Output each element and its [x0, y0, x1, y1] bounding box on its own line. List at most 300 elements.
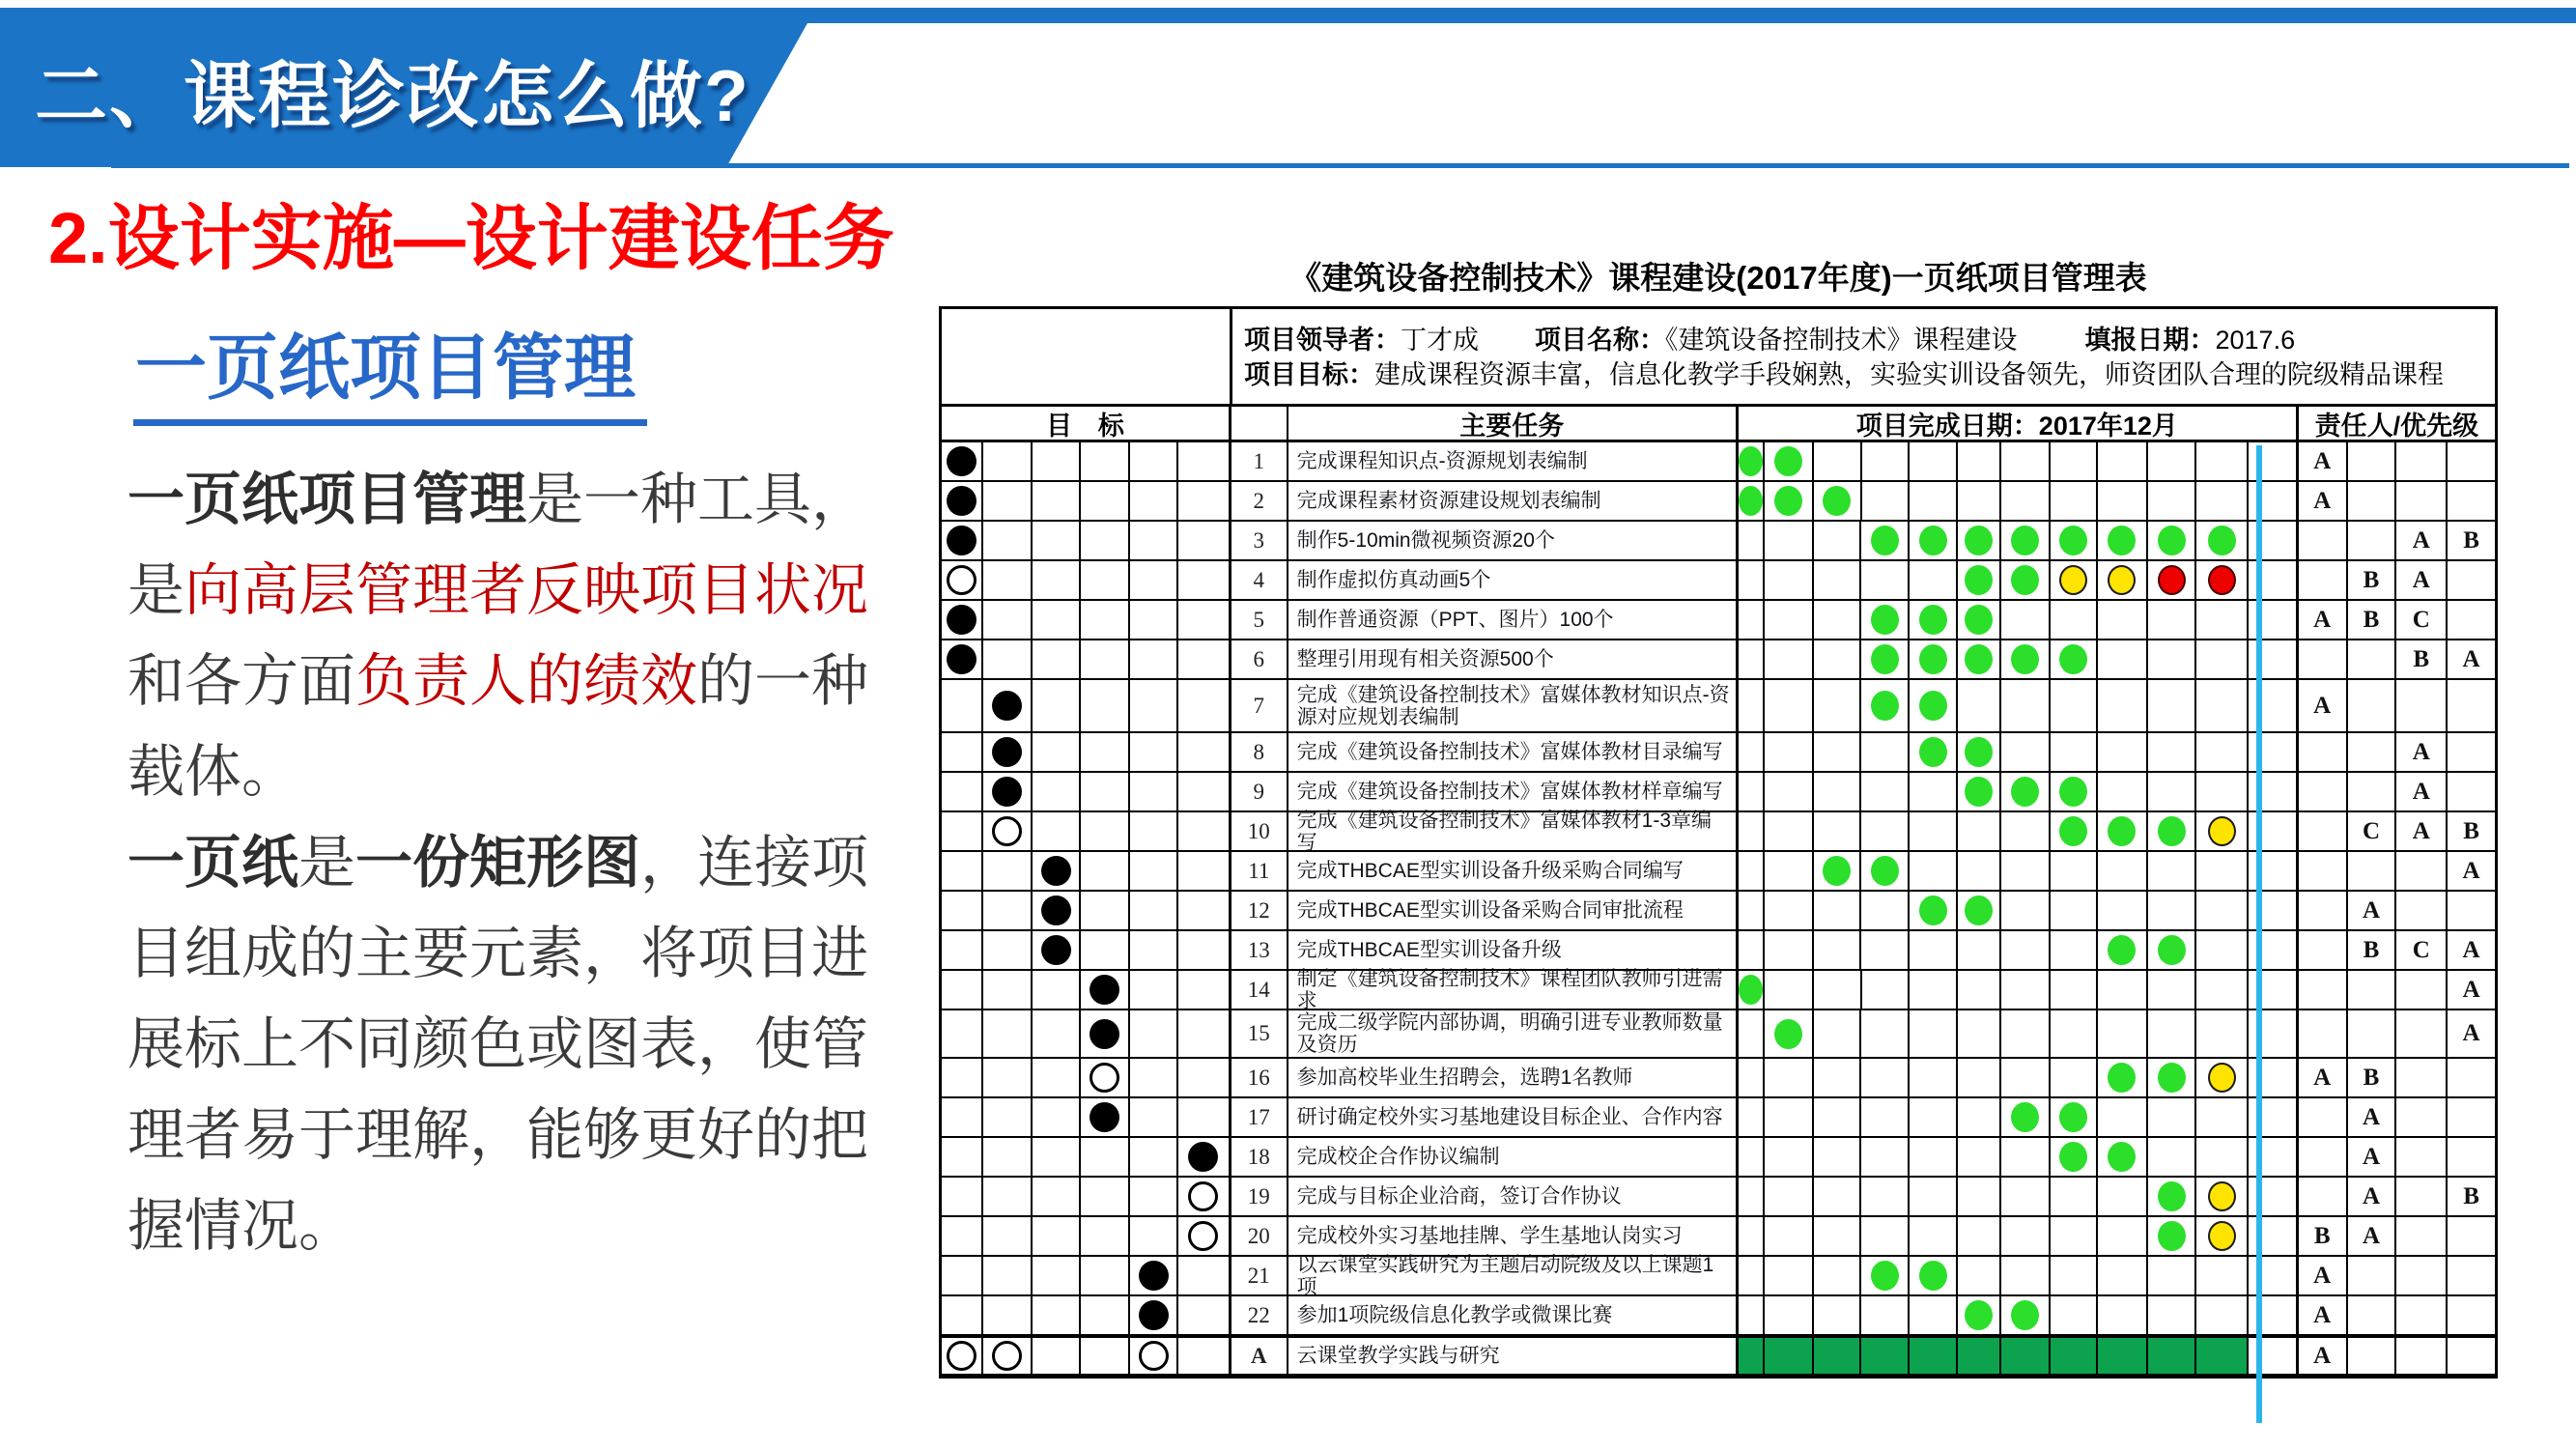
timeline-cell — [2001, 561, 2051, 599]
priority-cell — [2396, 1296, 2448, 1334]
task-number: 14 — [1231, 971, 1288, 1009]
priority-cell — [2348, 1338, 2397, 1374]
one-page-management-link[interactable]: 一页纸项目管理 — [133, 311, 647, 426]
status-dot-green — [1965, 644, 1993, 674]
goal-cell — [1081, 482, 1130, 520]
priority-cell — [2396, 1217, 2448, 1255]
task-description: 完成校外实习基地挂牌、学生基地认岗实习 — [1288, 1217, 1739, 1255]
priority-cell — [2299, 522, 2348, 559]
priority-cell — [2299, 1098, 2348, 1136]
paragraph-segment: 一份矩形图 — [355, 831, 641, 895]
goal-cell — [1130, 1338, 1178, 1374]
timeline-cell — [2098, 482, 2149, 520]
priority-cell — [2396, 482, 2448, 520]
goal-cell — [983, 1257, 1033, 1294]
goal-cell — [1081, 680, 1130, 731]
task-description: 云课堂教学实践与研究 — [1288, 1338, 1739, 1374]
timeline-cell — [2196, 892, 2249, 929]
goal-cell — [1178, 1338, 1231, 1374]
status-dot-green — [1919, 605, 1947, 635]
status-dot-green — [1871, 1261, 1899, 1291]
timeline-cell — [1739, 1178, 1765, 1215]
goal-dot-filled — [947, 644, 977, 674]
timeline-cell — [1958, 812, 2001, 850]
goal-cell — [1178, 1217, 1231, 1255]
status-dot-green — [1919, 737, 1947, 767]
timeline-cell — [2051, 892, 2098, 929]
timeline-cell — [1861, 892, 1910, 929]
status-dot-green — [2108, 816, 2136, 846]
goal-cell — [1130, 1296, 1178, 1334]
goal-cell — [1178, 1296, 1231, 1334]
task-number: 18 — [1231, 1138, 1288, 1176]
goal-cell — [1033, 1098, 1082, 1136]
header-number — [1231, 407, 1288, 440]
goal-cell — [1033, 522, 1082, 559]
timeline-cell — [1910, 1217, 1958, 1255]
timeline-cell — [1739, 1059, 1765, 1096]
timeline-cell — [1814, 1098, 1862, 1136]
task-number: A — [1231, 1338, 1288, 1374]
priority-cell — [2448, 733, 2495, 771]
timeline-cell — [1862, 971, 1911, 1009]
goal-cell — [983, 601, 1033, 639]
timeline-cell — [2051, 1059, 2098, 1096]
priority-cell — [2299, 931, 2348, 969]
priority-cell — [2348, 852, 2397, 890]
goal-cell — [1178, 931, 1231, 969]
status-dot-green — [2011, 644, 2039, 674]
priority-label: C — [2396, 931, 2448, 969]
timeline-cell — [2001, 733, 2051, 771]
priority-cell — [2299, 773, 2348, 810]
priority-cell — [2396, 1098, 2448, 1136]
priority-cell — [2448, 561, 2495, 599]
timeline-cell — [2196, 640, 2249, 678]
timeline-cell — [2051, 640, 2098, 678]
timeline-cell — [1910, 1059, 1958, 1096]
goal-cell — [1130, 522, 1178, 559]
timeline-cell — [1958, 640, 2001, 678]
paragraph-segment: 载体。 — [127, 740, 299, 804]
priority-cell — [2448, 773, 2495, 810]
timeline-cell — [1765, 892, 1814, 929]
priority-label: B — [2348, 601, 2397, 639]
goal-cell — [1178, 482, 1231, 520]
goal-cell — [1178, 812, 1231, 850]
timeline-cell — [1814, 1338, 1862, 1374]
goal-cell — [942, 1059, 983, 1096]
timeline-cell — [1739, 1257, 1765, 1294]
priority-cell — [2299, 892, 2348, 929]
timeline-cell — [2148, 561, 2196, 599]
priority-cell — [2448, 1217, 2495, 1255]
status-dot-green — [2011, 1102, 2039, 1132]
timeline-cell — [2196, 733, 2249, 771]
goal-cell — [1033, 773, 1082, 810]
timeline-cell — [2196, 482, 2249, 520]
goal-cell — [1033, 892, 1082, 929]
timeline-cell — [2098, 852, 2149, 890]
timeline-cell — [1861, 601, 1910, 639]
priority-cell — [2448, 1296, 2495, 1334]
timeline-cell — [1861, 733, 1910, 771]
timeline-cell — [1861, 1338, 1910, 1374]
goal-cell — [1081, 601, 1130, 639]
status-dot-green — [1774, 1019, 1802, 1049]
priority-label: A — [2462, 857, 2480, 884]
timeline-cell — [1814, 892, 1862, 929]
timeline-cell — [2148, 892, 2196, 929]
goal-cell — [1178, 733, 1231, 771]
goal-cell — [1033, 561, 1082, 599]
goal-cell — [1178, 1010, 1231, 1057]
goal-cell — [1130, 640, 1178, 678]
timeline-cell — [1739, 601, 1765, 639]
timeline-cell — [2148, 1178, 2196, 1215]
task-number: 17 — [1231, 1098, 1288, 1136]
timeline-cell — [1862, 482, 1911, 520]
timeline-cell — [2051, 680, 2098, 731]
timeline-cell — [1958, 1338, 2001, 1374]
goal-cell — [1130, 1138, 1178, 1176]
priority-cell — [2448, 1338, 2495, 1374]
goal-cell — [983, 812, 1033, 850]
goal-dot-hollow — [1188, 1181, 1218, 1211]
section-banner-title: 二、课程诊改怎么做? — [35, 55, 750, 136]
goal-cell — [983, 773, 1033, 810]
timeline-cell — [1861, 1098, 1910, 1136]
timeline-cell — [1739, 442, 1765, 480]
timeline-cell — [1739, 1098, 1765, 1136]
status-dot-green — [2158, 526, 2186, 555]
goal-cell — [983, 561, 1033, 599]
goal-cell — [1081, 1138, 1130, 1176]
goal-cell — [942, 971, 983, 1009]
goal-cell — [1130, 1098, 1178, 1136]
timeline-cell — [2148, 773, 2196, 810]
priority-cell — [2348, 1296, 2397, 1334]
timeline-cell — [1910, 1338, 1958, 1374]
timeline-cell — [2148, 971, 2196, 1009]
goal-cell — [1178, 892, 1231, 929]
priority-cell — [2448, 1257, 2495, 1294]
timeline-cell — [2001, 1178, 2051, 1215]
timeline-cell — [2098, 1138, 2149, 1176]
priority-cell — [2299, 971, 2348, 1009]
timeline-cell — [1861, 1138, 1910, 1176]
timeline-cell — [1814, 640, 1862, 678]
timeline-cell — [2051, 561, 2098, 599]
timeline-cell — [2051, 601, 2098, 639]
status-dot-green — [1871, 526, 1899, 555]
timeline-cell — [2001, 773, 2051, 810]
priority-label: A — [2299, 601, 2348, 639]
goal-cell — [1178, 442, 1231, 480]
task-number: 3 — [1231, 522, 1288, 559]
timeline-cell — [2148, 1338, 2196, 1374]
timeline-cell — [2098, 522, 2149, 559]
timeline-cell — [1861, 1059, 1910, 1096]
timeline-cell — [2001, 892, 2051, 929]
goal-cell — [942, 482, 983, 520]
goal-cell — [1033, 442, 1082, 480]
priority-label: B — [2396, 640, 2448, 678]
goal-cell — [942, 852, 983, 890]
priority-cell — [2299, 1010, 2348, 1057]
timeline-cell — [1910, 640, 1958, 678]
timeline-cell — [1958, 482, 2001, 520]
timeline-cell — [2148, 680, 2196, 731]
timeline-cell — [2098, 733, 2149, 771]
timeline-cell — [2148, 1296, 2196, 1334]
timeline-cell — [2196, 773, 2249, 810]
timeline-cell — [2098, 892, 2149, 929]
timeline-cell — [1739, 1138, 1765, 1176]
timeline-cell — [2051, 442, 2098, 480]
timeline-cell — [1739, 892, 1765, 929]
header-tasks: 主要任务 — [1288, 407, 1739, 440]
goal-cell — [1130, 482, 1178, 520]
goal-cell — [1178, 1098, 1231, 1136]
timeline-cell — [1765, 773, 1814, 810]
priority-label: B — [2463, 1182, 2479, 1209]
goal-cell — [1033, 1138, 1082, 1176]
timeline-cell — [2051, 1217, 2098, 1255]
timeline-cell — [2051, 971, 2098, 1009]
timeline-cell — [2098, 1296, 2149, 1334]
priority-cell — [2299, 561, 2348, 599]
task-number: 21 — [1231, 1257, 1288, 1294]
priority-label: A — [2396, 812, 2448, 850]
timeline-cell — [1958, 442, 2001, 480]
timeline-cell — [1910, 1296, 1958, 1334]
timeline-cell — [1958, 601, 2001, 639]
timeline-cell — [1958, 1178, 2001, 1215]
task-description: 完成THBCAE型实训设备采购合同审批流程 — [1288, 892, 1739, 929]
goal-cell — [1081, 522, 1130, 559]
timeline-cell — [1910, 601, 1958, 639]
timeline-cell — [2098, 773, 2149, 810]
timeline-cell — [1765, 680, 1814, 731]
timeline-cell — [2098, 1010, 2149, 1057]
goal-cell — [1178, 1059, 1231, 1096]
timeline-cell — [1814, 561, 1862, 599]
goal-cell — [942, 812, 983, 850]
goal-cell — [1130, 1010, 1178, 1057]
timeline-cell — [2148, 1098, 2196, 1136]
goal-cell — [983, 852, 1033, 890]
goal-cell — [983, 892, 1033, 929]
goal-cell — [942, 640, 983, 678]
timeline-cell — [2051, 1296, 2098, 1334]
task-description: 制作5-10min微视频资源20个 — [1288, 522, 1739, 559]
task-description: 完成《建筑设备控制技术》富媒体教材1-3章编写 — [1288, 812, 1739, 850]
timeline-cell — [2098, 971, 2149, 1009]
priority-cell — [2448, 482, 2495, 520]
goal-cell — [1081, 640, 1130, 678]
goal-cell — [983, 931, 1033, 969]
paragraph-segment: 展标上不同颜色或图表，使管 — [127, 1012, 869, 1076]
goal-cell — [1033, 1338, 1082, 1374]
priority-label: A — [2348, 1138, 2397, 1176]
status-dot-green — [1739, 446, 1763, 476]
goal-dot-filled — [1041, 856, 1071, 886]
paragraph-line — [127, 1180, 958, 1271]
priority-label: B — [2463, 526, 2479, 554]
timeline-cell — [1958, 1059, 2001, 1096]
slide-heading: 2.设计实施—设计建设任务 — [48, 198, 894, 278]
timeline-cell — [1814, 733, 1862, 771]
paragraph-line — [127, 636, 958, 726]
timeline-cell — [2051, 1257, 2098, 1294]
timeline-cell — [2001, 812, 2051, 850]
timeline-cell — [1739, 640, 1765, 678]
goal-cell — [983, 971, 1033, 1009]
priority-cell — [2448, 442, 2495, 480]
timeline-cell — [2098, 1059, 2149, 1096]
timeline-cell — [1958, 1217, 2001, 1255]
timeline-cell — [1814, 773, 1862, 810]
goal-cell — [942, 442, 983, 480]
timeline-cell — [1739, 1010, 1765, 1057]
priority-cell — [2299, 852, 2348, 890]
timeline-cell — [2098, 1338, 2149, 1374]
timeline-cell — [2148, 1138, 2196, 1176]
timeline-cell — [1814, 1217, 1862, 1255]
timeline-cell — [1765, 1296, 1814, 1334]
timeline-cell — [2196, 1296, 2249, 1334]
paragraph-segment: 是 — [127, 558, 185, 622]
priority-label: B — [2348, 1059, 2397, 1096]
timeline-cell — [2001, 1296, 2051, 1334]
task-description: 完成《建筑设备控制技术》富媒体教材目录编写 — [1288, 733, 1739, 771]
timeline-cell — [1958, 971, 2001, 1009]
goal-cell — [1081, 852, 1130, 890]
info-line-2: 项目目标：建成课程资源丰富，信息化教学手段娴熟，实验实训设备领先，师资团队合理的院级精品课程 — [1244, 360, 2444, 389]
timeline-cell — [2196, 1338, 2249, 1374]
timeline-cell — [1958, 522, 2001, 559]
goal-cell — [1033, 733, 1082, 771]
timeline-cell — [2001, 522, 2051, 559]
goal-cell — [983, 640, 1033, 678]
task-number: 1 — [1231, 442, 1288, 480]
goal-cell — [942, 561, 983, 599]
priority-cell — [2348, 442, 2397, 480]
status-dot-green — [1739, 975, 1763, 1005]
timeline-cell — [1765, 852, 1814, 890]
goal-cell — [983, 1178, 1033, 1215]
timeline-cell — [1765, 931, 1814, 969]
status-dot-green — [1919, 691, 1947, 721]
priority-cell — [2348, 733, 2397, 771]
status-dot-green — [1919, 644, 1947, 674]
timeline-cell — [1910, 892, 1958, 929]
status-dot-green — [1965, 896, 1993, 925]
task-description: 完成与目标企业洽商，签订合作协议 — [1288, 1178, 1739, 1215]
priority-label: A — [2462, 936, 2480, 963]
timeline-cell — [1862, 442, 1911, 480]
paragraph-segment: 一页纸 — [127, 831, 299, 895]
goal-cell — [1130, 1059, 1178, 1096]
timeline-cell — [1739, 852, 1765, 890]
priority-cell — [2348, 773, 2397, 810]
goal-cell — [1033, 852, 1082, 890]
goal-cell — [983, 1059, 1033, 1096]
priority-cell — [2299, 1138, 2348, 1176]
timeline-cell — [2001, 601, 2051, 639]
task-description: 参加1项院级信息化教学或微课比赛 — [1288, 1296, 1739, 1334]
goal-dot-hollow — [1139, 1341, 1169, 1371]
timeline-cell — [2196, 971, 2249, 1009]
goal-cell — [942, 1138, 983, 1176]
task-description: 整理引用现有相关资源500个 — [1288, 640, 1739, 678]
status-dot-green — [1965, 605, 1993, 635]
table-info-band — [942, 309, 2495, 407]
priority-cell — [2348, 640, 2397, 678]
goal-cell — [1081, 733, 1130, 771]
goal-cell — [1178, 852, 1231, 890]
status-dot-green — [1919, 1261, 1947, 1291]
timeline-cell — [2098, 1098, 2149, 1136]
status-dot-yellow — [2108, 565, 2136, 595]
timeline-cell — [1958, 773, 2001, 810]
priority-label: C — [2348, 812, 2397, 850]
timeline-cell — [2148, 442, 2196, 480]
priority-label: B — [2299, 1217, 2348, 1255]
timeline-cell — [1958, 680, 2001, 731]
timeline-cell — [1814, 812, 1862, 850]
timeline-cell — [1765, 482, 1814, 520]
priority-cell — [2396, 680, 2448, 731]
status-dot-yellow — [2208, 1181, 2236, 1211]
timeline-cell — [2196, 680, 2249, 731]
timeline-cell — [2051, 1098, 2098, 1136]
goal-cell — [983, 1296, 1033, 1334]
paragraph-segment: 和各方面 — [127, 649, 356, 713]
priority-label: C — [2396, 601, 2448, 639]
goal-cell — [1130, 561, 1178, 599]
timeline-cell — [1861, 773, 1910, 810]
header-goals: 目 标 — [942, 407, 1231, 440]
timeline-cell — [1765, 1178, 1814, 1215]
timeline-cell — [1958, 1257, 2001, 1294]
timeline-cell — [2098, 640, 2149, 678]
timeline-cell — [2051, 1010, 2098, 1057]
goal-cell — [1178, 1257, 1231, 1294]
paragraph-segment: 一页纸项目管理 — [127, 468, 527, 531]
goal-cell — [1178, 640, 1231, 678]
goal-cell — [1130, 442, 1178, 480]
goal-cell — [942, 601, 983, 639]
status-dot-green — [1871, 605, 1899, 635]
timeline-cell — [2148, 1217, 2196, 1255]
timeline-cell — [2148, 1257, 2196, 1294]
timeline-cell — [2001, 852, 2051, 890]
timeline-cell — [1861, 640, 1910, 678]
status-dot-green — [2208, 526, 2236, 555]
timeline-cell — [1910, 1138, 1958, 1176]
timeline-cell — [2001, 482, 2051, 520]
goal-cell — [983, 1217, 1033, 1255]
priority-label: B — [2348, 931, 2397, 969]
task-number: 8 — [1231, 733, 1288, 771]
timeline-cell — [1765, 1098, 1814, 1136]
timeline-cell — [1765, 812, 1814, 850]
priority-label: A — [2299, 680, 2348, 731]
priority-cell — [2348, 522, 2397, 559]
goal-cell — [1033, 482, 1082, 520]
